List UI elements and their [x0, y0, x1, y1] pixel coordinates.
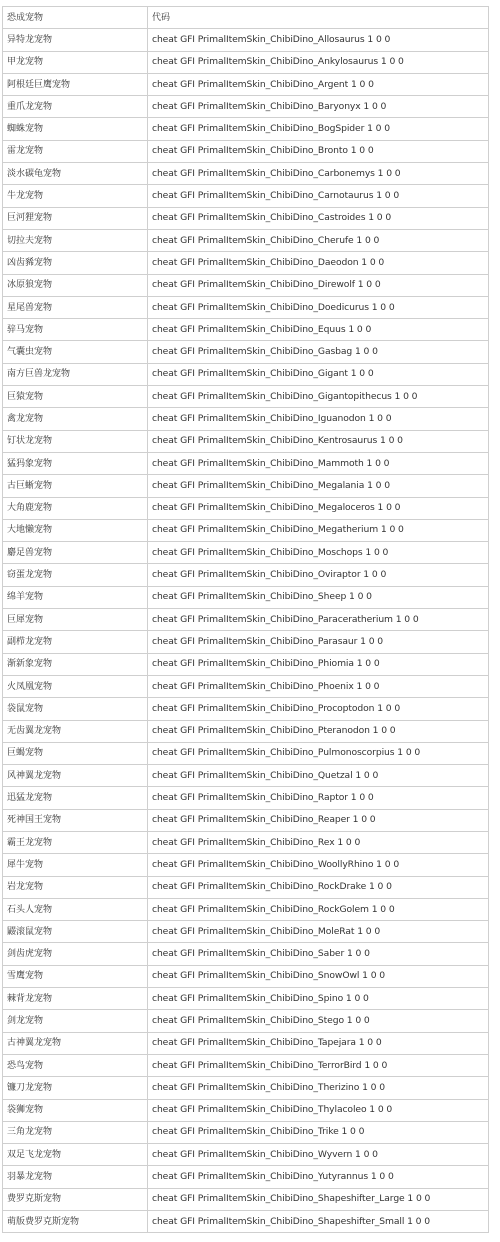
table-row	[3, 274, 489, 296]
pet-name-cell: 霸王龙宠物	[3, 831, 148, 853]
pet-name-cell: 巨犀宠物	[3, 609, 148, 631]
pet-name-cell: 巨蝎宠物	[3, 742, 148, 764]
table-row	[3, 542, 489, 564]
cheat-code-cell: cheat GFI PrimalItemSkin_ChibiDino_Gigantopithecus 1 0 0	[148, 386, 489, 408]
pet-name-cell: 古巨蜥宠物	[3, 475, 148, 497]
pet-name-cell: 蜘蛛宠物	[3, 118, 148, 140]
cheat-code-cell: cheat GFI PrimalItemSkin_ChibiDino_Allosaurus 1 0 0	[148, 29, 489, 51]
pet-name-cell: 迅猛龙宠物	[3, 787, 148, 809]
pet-name-cell: 气囊虫宠物	[3, 341, 148, 363]
cheat-code-cell: cheat GFI PrimalItemSkin_ChibiDino_Parasaur 1 0 0	[148, 631, 489, 653]
table-row	[3, 898, 489, 920]
table-row	[3, 653, 489, 675]
pet-name-cell: 南方巨兽龙宠物	[3, 363, 148, 385]
cheat-code-cell: cheat GFI PrimalItemSkin_ChibiDino_Oviraptor 1 0 0	[148, 564, 489, 586]
cheat-code-cell: cheat GFI PrimalItemSkin_ChibiDino_Sheep 1 0 0	[148, 586, 489, 608]
cheat-code-cell: cheat GFI PrimalItemSkin_ChibiDino_RockDrake 1 0 0	[148, 876, 489, 898]
cheat-code-cell: cheat GFI PrimalItemSkin_ChibiDino_Moschops 1 0 0	[148, 542, 489, 564]
table-row	[3, 140, 489, 162]
table-row	[3, 876, 489, 898]
cheat-code-cell: cheat GFI PrimalItemSkin_ChibiDino_TerrorBird 1 0 0	[148, 1054, 489, 1076]
table-row	[3, 742, 489, 764]
table-row	[3, 29, 489, 51]
pet-name-cell: 冰原狼宠物	[3, 274, 148, 296]
table-row	[3, 609, 489, 631]
pet-name-cell: 阿根廷巨鹰宠物	[3, 73, 148, 95]
pet-name-cell: 袋鼠宠物	[3, 698, 148, 720]
pet-name-cell: 钉状龙宠物	[3, 430, 148, 452]
table-row	[3, 1166, 489, 1188]
pet-name-cell: 异特龙宠物	[3, 29, 148, 51]
cheat-code-cell: cheat GFI PrimalItemSkin_ChibiDino_Reaper 1 0 0	[148, 809, 489, 831]
pet-name-cell: 镰刀龙宠物	[3, 1077, 148, 1099]
table-row	[3, 319, 489, 341]
table-row	[3, 675, 489, 697]
table-row	[3, 408, 489, 430]
table-row	[3, 252, 489, 274]
cheat-code-cell: cheat GFI PrimalItemSkin_ChibiDino_Thylacoleo 1 0 0	[148, 1099, 489, 1121]
pet-name-cell: 鼹滚鼠宠物	[3, 921, 148, 943]
pet-name-cell: 岩龙宠物	[3, 876, 148, 898]
cheat-code-cell: cheat GFI PrimalItemSkin_ChibiDino_Gasbag 1 0 0	[148, 341, 489, 363]
pet-name-cell: 麝足兽宠物	[3, 542, 148, 564]
table-row	[3, 96, 489, 118]
table-row	[3, 1121, 489, 1143]
document-body	[2, 6, 489, 1233]
table-row	[3, 341, 489, 363]
cheat-code-cell: cheat GFI PrimalItemSkin_ChibiDino_Baryonyx 1 0 0	[148, 96, 489, 118]
table-body	[3, 29, 489, 1233]
table-row	[3, 854, 489, 876]
pet-name-cell: 窃蛋龙宠物	[3, 564, 148, 586]
cheat-code-cell: cheat GFI PrimalItemSkin_ChibiDino_Cherufe 1 0 0	[148, 229, 489, 251]
pet-name-cell: 猛犸象宠物	[3, 452, 148, 474]
pet-name-cell: 切拉夫宠物	[3, 229, 148, 251]
cheat-code-cell: cheat GFI PrimalItemSkin_ChibiDino_WoollyRhino 1 0 0	[148, 854, 489, 876]
cheat-code-cell: cheat GFI PrimalItemSkin_ChibiDino_Phiomia 1 0 0	[148, 653, 489, 675]
cheat-code-cell: cheat GFI PrimalItemSkin_ChibiDino_Iguanodon 1 0 0	[148, 408, 489, 430]
table-row	[3, 988, 489, 1010]
table-row	[3, 73, 489, 95]
table-row	[3, 765, 489, 787]
pet-name-cell: 双足飞龙宠物	[3, 1144, 148, 1166]
table-row	[3, 698, 489, 720]
pet-name-cell: 棘背龙宠物	[3, 988, 148, 1010]
table-row	[3, 229, 489, 251]
table-row	[3, 1077, 489, 1099]
pet-name-cell: 羽暴龙宠物	[3, 1166, 148, 1188]
pet-name-cell: 犀牛宠物	[3, 854, 148, 876]
table-row	[3, 787, 489, 809]
table-row	[3, 296, 489, 318]
pet-name-cell: 风神翼龙宠物	[3, 765, 148, 787]
cheat-code-cell: cheat GFI PrimalItemSkin_ChibiDino_Therizino 1 0 0	[148, 1077, 489, 1099]
cheat-code-cell: cheat GFI PrimalItemSkin_ChibiDino_Carbonemys 1 0 0	[148, 163, 489, 185]
pet-name-cell: 袋狮宠物	[3, 1099, 148, 1121]
cheat-code-cell: cheat GFI PrimalItemSkin_ChibiDino_Mammoth 1 0 0	[148, 452, 489, 474]
pet-name-cell: 三角龙宠物	[3, 1121, 148, 1143]
cheat-code-cell: cheat GFI PrimalItemSkin_ChibiDino_Pteranodon 1 0 0	[148, 720, 489, 742]
table-row	[3, 519, 489, 541]
cheat-code-cell: cheat GFI PrimalItemSkin_ChibiDino_MoleRat 1 0 0	[148, 921, 489, 943]
table-row	[3, 185, 489, 207]
cheat-code-cell: cheat GFI PrimalItemSkin_ChibiDino_Doedicurus 1 0 0	[148, 296, 489, 318]
table-row	[3, 965, 489, 987]
cheat-code-cell: cheat GFI PrimalItemSkin_ChibiDino_Megatherium 1 0 0	[148, 519, 489, 541]
table-row	[3, 809, 489, 831]
pet-name-cell: 雪鹰宠物	[3, 965, 148, 987]
pet-name-cell: 死神国王宠物	[3, 809, 148, 831]
cheat-code-cell: cheat GFI PrimalItemSkin_ChibiDino_Stego 1 0 0	[148, 1010, 489, 1032]
pet-name-cell: 雷龙宠物	[3, 140, 148, 162]
cheat-code-cell: cheat GFI PrimalItemSkin_ChibiDino_RockGolem 1 0 0	[148, 898, 489, 920]
cheat-code-cell: cheat GFI PrimalItemSkin_ChibiDino_Quetzal 1 0 0	[148, 765, 489, 787]
cheat-code-cell: cheat GFI PrimalItemSkin_ChibiDino_Castroides 1 0 0	[148, 207, 489, 229]
table-row	[3, 207, 489, 229]
cheat-code-cell: cheat GFI PrimalItemSkin_ChibiDino_Saber 1 0 0	[148, 943, 489, 965]
cheat-code-cell: cheat GFI PrimalItemSkin_ChibiDino_Phoenix 1 0 0	[148, 675, 489, 697]
pet-name-cell: 副栉龙宠物	[3, 631, 148, 653]
table-row	[3, 1188, 489, 1210]
header-pet: 恐成宠物	[3, 7, 148, 29]
cheat-code-cell: cheat GFI PrimalItemSkin_ChibiDino_Carnotaurus 1 0 0	[148, 185, 489, 207]
cheat-code-cell: cheat GFI PrimalItemSkin_ChibiDino_Procoptodon 1 0 0	[148, 698, 489, 720]
pet-name-cell: 凶齿豨宠物	[3, 252, 148, 274]
pet-name-cell: 石头人宠物	[3, 898, 148, 920]
pet-name-cell: 禽龙宠物	[3, 408, 148, 430]
cheat-code-cell: cheat GFI PrimalItemSkin_ChibiDino_Gigant 1 0 0	[148, 363, 489, 385]
table-row	[3, 1211, 489, 1233]
cheat-code-cell: cheat GFI PrimalItemSkin_ChibiDino_Wyvern 1 0 0	[148, 1144, 489, 1166]
table-row	[3, 475, 489, 497]
pet-name-cell: 甲龙宠物	[3, 51, 148, 73]
pet-name-cell: 重爪龙宠物	[3, 96, 148, 118]
cheat-code-cell: cheat GFI PrimalItemSkin_ChibiDino_Tapejara 1 0 0	[148, 1032, 489, 1054]
pet-name-cell: 巨猿宠物	[3, 386, 148, 408]
cheat-code-cell: cheat GFI PrimalItemSkin_ChibiDino_Raptor 1 0 0	[148, 787, 489, 809]
cheat-code-cell: cheat GFI PrimalItemSkin_ChibiDino_Paraceratherium 1 0 0	[148, 609, 489, 631]
table-row	[3, 452, 489, 474]
pet-name-cell: 淡水碳龟宠物	[3, 163, 148, 185]
cheat-code-cell: cheat GFI PrimalItemSkin_ChibiDino_SnowOwl 1 0 0	[148, 965, 489, 987]
pet-name-cell: 渐新象宠物	[3, 653, 148, 675]
table-row	[3, 363, 489, 385]
pet-name-cell: 火凤凰宠物	[3, 675, 148, 697]
pet-name-cell: 费罗克斯宠物	[3, 1188, 148, 1210]
table-row	[3, 631, 489, 653]
header-code: 代码	[148, 7, 489, 29]
cheat-code-cell: cheat GFI PrimalItemSkin_ChibiDino_Direwolf 1 0 0	[148, 274, 489, 296]
cheat-code-cell: cheat GFI PrimalItemSkin_ChibiDino_Megaloceros 1 0 0	[148, 497, 489, 519]
pet-name-cell: 骍马宠物	[3, 319, 148, 341]
cheat-code-cell: cheat GFI PrimalItemSkin_ChibiDino_Yutyrannus 1 0 0	[148, 1166, 489, 1188]
cheat-code-cell: cheat GFI PrimalItemSkin_ChibiDino_Argent 1 0 0	[148, 73, 489, 95]
table-row	[3, 118, 489, 140]
table-row	[3, 1144, 489, 1166]
pet-name-cell: 绵羊宠物	[3, 586, 148, 608]
table-row	[3, 430, 489, 452]
pet-name-cell: 剑龙宠物	[3, 1010, 148, 1032]
table-row	[3, 1099, 489, 1121]
pet-name-cell: 剑齿虎宠物	[3, 943, 148, 965]
pet-name-cell: 星尾兽宠物	[3, 296, 148, 318]
table-row	[3, 831, 489, 853]
pet-name-cell: 恐鸟宠物	[3, 1054, 148, 1076]
table-row	[3, 564, 489, 586]
cheat-code-cell: cheat GFI PrimalItemSkin_ChibiDino_Pulmonoscorpius 1 0 0	[148, 742, 489, 764]
table-row	[3, 1032, 489, 1054]
pet-name-cell: 萌版费罗克斯宠物	[3, 1211, 148, 1233]
cheat-code-cell: cheat GFI PrimalItemSkin_ChibiDino_Trike 1 0 0	[148, 1121, 489, 1143]
table-row	[3, 1054, 489, 1076]
cheat-code-cell: cheat GFI PrimalItemSkin_ChibiDino_Equus 1 0 0	[148, 319, 489, 341]
cheat-code-cell: cheat GFI PrimalItemSkin_ChibiDino_Rex 1 0 0	[148, 831, 489, 853]
cheat-code-cell: cheat GFI PrimalItemSkin_ChibiDino_Megalania 1 0 0	[148, 475, 489, 497]
table-row	[3, 720, 489, 742]
cheat-code-cell: cheat GFI PrimalItemSkin_ChibiDino_Spino 1 0 0	[148, 988, 489, 1010]
table-header-row	[3, 7, 489, 29]
table-row	[3, 1010, 489, 1032]
table-row	[3, 386, 489, 408]
pet-code-table	[2, 6, 489, 1233]
cheat-code-cell: cheat GFI PrimalItemSkin_ChibiDino_Shapeshifter_Large 1 0 0	[148, 1188, 489, 1210]
cheat-code-cell: cheat GFI PrimalItemSkin_ChibiDino_Kentrosaurus 1 0 0	[148, 430, 489, 452]
cheat-code-cell: cheat GFI PrimalItemSkin_ChibiDino_Bronto 1 0 0	[148, 140, 489, 162]
pet-name-cell: 牛龙宠物	[3, 185, 148, 207]
cheat-code-cell: cheat GFI PrimalItemSkin_ChibiDino_Ankylosaurus 1 0 0	[148, 51, 489, 73]
pet-name-cell: 大地懒宠物	[3, 519, 148, 541]
table-row	[3, 921, 489, 943]
table-row	[3, 163, 489, 185]
cheat-code-cell: cheat GFI PrimalItemSkin_ChibiDino_BogSpider 1 0 0	[148, 118, 489, 140]
pet-name-cell: 古神翼龙宠物	[3, 1032, 148, 1054]
pet-name-cell: 巨河狸宠物	[3, 207, 148, 229]
pet-name-cell: 无齿翼龙宠物	[3, 720, 148, 742]
table-row	[3, 497, 489, 519]
pet-name-cell: 大角鹿宠物	[3, 497, 148, 519]
cheat-code-cell: cheat GFI PrimalItemSkin_ChibiDino_Daeodon 1 0 0	[148, 252, 489, 274]
table-row	[3, 586, 489, 608]
cheat-code-cell: cheat GFI PrimalItemSkin_ChibiDino_Shapeshifter_Small 1 0 0	[148, 1211, 489, 1233]
table-row	[3, 943, 489, 965]
table-row	[3, 51, 489, 73]
